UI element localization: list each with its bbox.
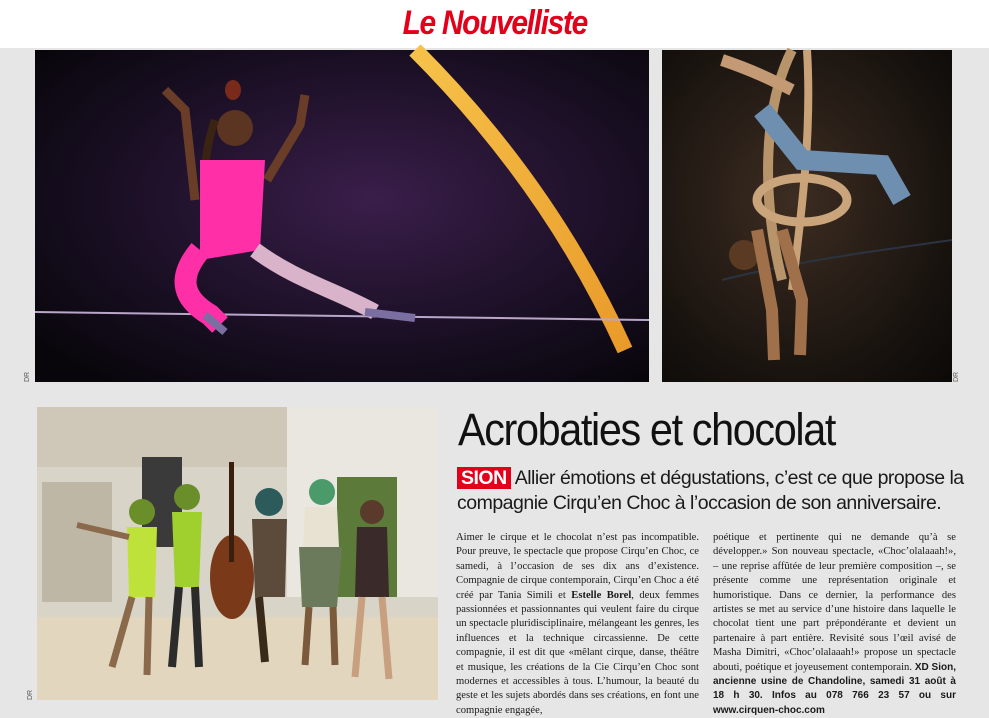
body-text: , deux femmes passionnées et passionnantes qui veulent faire du cirque un spectacle pluridisciplinaire, mélangeant les genres, les influences et la technique circassienne. De cette compagnie, il est dit que «mêlant cirque, danse, théâtre et musique, les créations de la Cie Cirqu’en Choc sont modernes et accessibles à tous. L’humour, la beauté du geste et les sujets abordés dans ses créations, en font une compagnie engagée, — [456, 589, 699, 716]
article-headline: Acrobaties et chocolat — [458, 404, 835, 455]
event-info: Sion, ancienne usine de Chandoline, samedi 31 août à 18 h 30. Infos au 078 766 23 57 ou sur www.cirquen-choc.com — [713, 661, 956, 716]
newspaper-title: Le Nouvelliste — [402, 4, 587, 42]
author-initials: XD — [914, 661, 929, 673]
photo-tightrope-acrobat — [35, 50, 649, 382]
masthead — [0, 0, 989, 48]
photo-credit: DR — [24, 371, 31, 382]
location-kicker: SION — [457, 467, 511, 489]
body-text: Aimer le cirque et le chocolat n’est pas incompatible. Pour preuve, le spectacle que propose Cirqu’en Choc, ce samedi, à l’occasion de ses dix ans d’existence. Compagnie de cirque contemporain, Cirqu’en Choc a été créé par Tania Simili et — [456, 532, 699, 601]
body-text: poétique et pertinente qui ne demande qu’à se développer.» Son nouveau spectacle, «Choc’olalaaah!», – une reprise affûtée de leur première composition –, se présente comme une représentation originale et humoristique. Dans ce dernier, la performance des artistes se met au service d’une histoire dans laquelle le chocolat tient une part prépondérante et devient un partenaire à part entière. Revisité sous l’œil avisé de Masha Dimitri, «Choc’olalaaah!» propose un spectacle abouti, poétique et joyeusement contemporain. — [713, 532, 956, 673]
article-column-1 — [456, 531, 699, 718]
chapo-text: Allier émotions et dégustations, c’est ce que propose la compagnie Cirqu’en Choc à l’occasion de son anniversaire. — [457, 467, 964, 514]
person-name: Estelle Borel — [571, 589, 632, 601]
photo-aerial-duo — [662, 50, 952, 382]
article-chapo — [457, 466, 977, 516]
photo-credit: DR — [27, 689, 34, 700]
photo-troupe — [37, 407, 438, 700]
article-column-2 — [713, 531, 956, 718]
photo-credit: DR — [953, 371, 960, 382]
